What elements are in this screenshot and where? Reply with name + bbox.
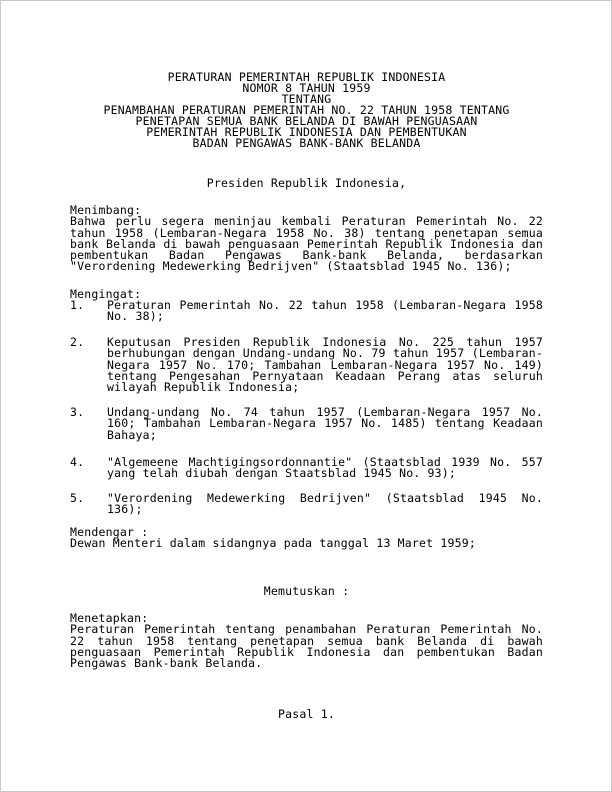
mengingat-item-line: No. 38); bbox=[107, 309, 164, 324]
pasal-heading: Pasal 1. bbox=[278, 707, 335, 721]
menetapkan-label: Menetapkan: bbox=[70, 611, 149, 625]
mengingat-item-line: "Verordening Medewerking Bedrijven" (Staatsblad 1945 No. bbox=[107, 491, 543, 505]
memutuskan-row bbox=[70, 586, 543, 597]
mengingat-item-3 bbox=[70, 407, 543, 441]
mendengar-section bbox=[70, 527, 543, 550]
menimbang-line: tahun 1958 (Lembaran-Negara 1958 No. 38) tentang penetapan semua bbox=[70, 225, 543, 240]
doc-title-line: PENAMBAHAN PERATURAN PEMERINTAH NO. 22 TAHUN 1958 TENTANG bbox=[103, 103, 510, 117]
mengingat-item-4 bbox=[70, 457, 543, 480]
mengingat-item-line: 136); bbox=[107, 502, 143, 517]
mengingat-item-2 bbox=[70, 337, 543, 393]
menetapkan-line: penguasaan Pemerintah Republik Indonesia dan pembentukan Badan bbox=[70, 644, 543, 659]
mengingat-label: Mengingat: bbox=[70, 287, 142, 301]
menimbang-line: Bahwa perlu segera meninjau kembali Peraturan Pemerintah No. 22 bbox=[70, 214, 543, 229]
doc-title bbox=[70, 72, 543, 149]
mengingat-item-line: wilayah Republik Indonesia; bbox=[107, 380, 300, 395]
mengingat-item-number: 5. bbox=[70, 491, 85, 505]
mengingat-item-line: Negara 1957 No. 170; Tambahan Lembaran-Negara 1957 No. 149) bbox=[107, 357, 543, 372]
mengingat-item-number: 1. bbox=[70, 298, 85, 312]
mengingat-item-5 bbox=[70, 493, 543, 516]
pasal-row bbox=[70, 709, 543, 720]
menimbang-line: bank Belanda di bawah penguasaan Pemerintah Republik Indonesia dan bbox=[70, 236, 543, 251]
menimbang-line: "Verordening Medewerking Bedrijven" (Staatsblad 1945 No. 136); bbox=[70, 259, 512, 274]
doc-title-line: TENTANG bbox=[281, 92, 332, 106]
mengingat-item-line: tentang Pengesahan Pernyataan Keadaan Perang atas seluruh bbox=[107, 368, 543, 383]
mengingat-item-number: 2. bbox=[70, 335, 85, 349]
mengingat-item-line: Peraturan Pemerintah No. 22 tahun 1958 (Lembaran-Negara 1958 bbox=[107, 298, 543, 312]
doc-title-line: BADAN PENGAWAS BANK-BANK BELANDA bbox=[192, 136, 421, 150]
memutuskan-heading: Memutuskan : bbox=[263, 584, 350, 598]
menimbang-line: pembentukan Badan Pengawas Bank-bank Belanda, berdasarkan bbox=[70, 248, 543, 263]
doc-title-line: PENETAPAN SEMUA BANK BELANDA DI BAWAH PENGUASAAN bbox=[135, 114, 478, 128]
mendengar-label: Mendengar : bbox=[70, 525, 149, 539]
mengingat-item-line: "Algemeene Machtigingsordonnantie" (Staatsblad 1939 No. 557 bbox=[107, 455, 543, 469]
mengingat-item-number: 3. bbox=[70, 405, 85, 419]
mengingat-item-line: berhubungan dengan Undang-undang No. 79 tahun 1957 (Lembaran- bbox=[107, 346, 543, 361]
menetapkan-line: Peraturan Pemerintah tentang penambahan Peraturan Pemerintah No. bbox=[70, 622, 543, 637]
menetapkan-line: Pengawas Bank-bank Belanda. bbox=[70, 656, 263, 671]
menimbang-section bbox=[70, 205, 543, 273]
doc-title-line: PERATURAN PEMERINTAH REPUBLIK INDONESIA bbox=[167, 70, 446, 84]
mengingat-item-line: 160; Tambahan Lembaran-Negara 1957 No. 1485) tentang Keadaan bbox=[107, 416, 543, 431]
mengingat-item-1 bbox=[70, 300, 543, 323]
menetapkan-section bbox=[70, 613, 543, 669]
mengingat-item-line: Keputusan Presiden Republik Indonesia No. 225 tahun 1957 bbox=[107, 335, 543, 349]
doc-title-line: NOMOR 8 TAHUN 1959 bbox=[242, 81, 371, 95]
salutation-text: Presiden Republik Indonesia, bbox=[206, 176, 407, 190]
mengingat-item-line: Undang-undang No. 74 tahun 1957 (Lembaran-Negara 1957 No. bbox=[107, 405, 543, 419]
mendengar-line: Dewan Menteri dalam sidangnya pada tanggal 13 Maret 1959; bbox=[70, 536, 477, 551]
menimbang-label: Menimbang: bbox=[70, 203, 142, 217]
doc-title-line: PEMERINTAH REPUBLIK INDONESIA DAN PEMBENTUKAN bbox=[146, 125, 467, 139]
mengingat-item-line: Bahaya; bbox=[107, 427, 157, 442]
mengingat-item-number: 4. bbox=[70, 455, 85, 469]
mengingat-item-line: yang telah diubah dengan Staatsblad 1945 No. 93); bbox=[107, 466, 457, 481]
menetapkan-line: 22 tahun 1958 tentang penetapan semua bank Belanda di bawah bbox=[70, 633, 543, 648]
salutation bbox=[70, 178, 543, 189]
